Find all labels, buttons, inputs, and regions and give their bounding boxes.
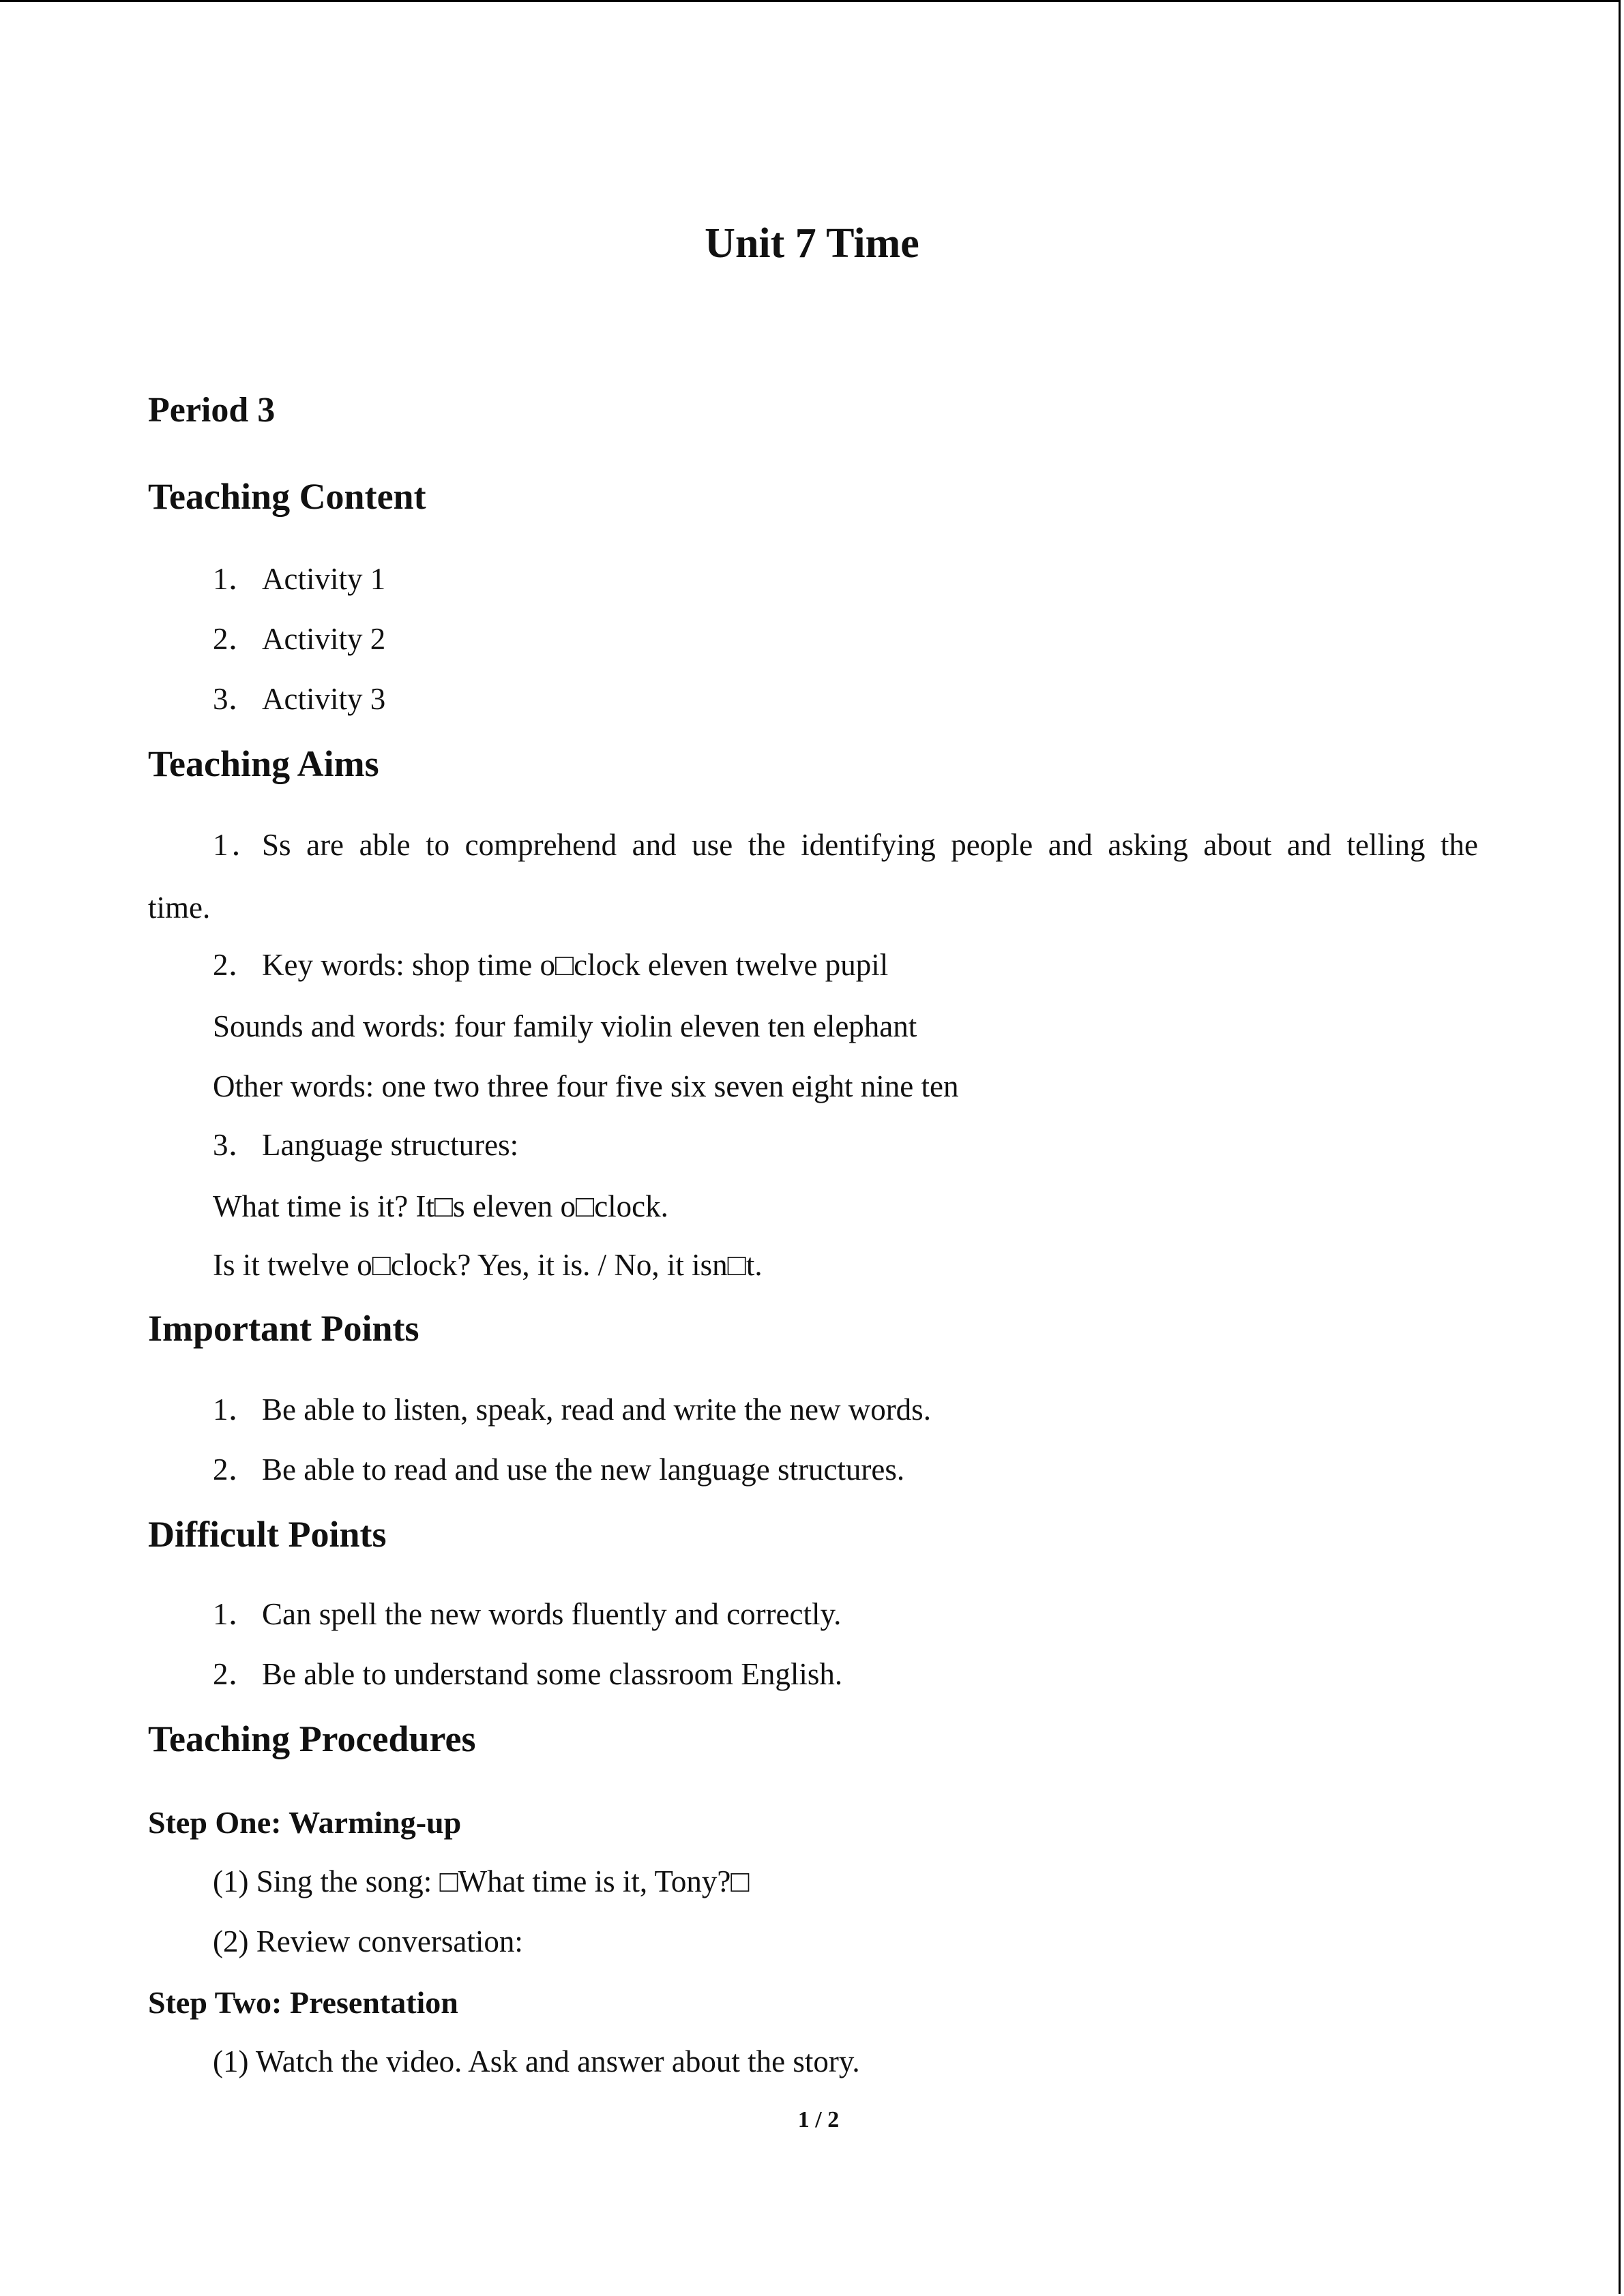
list-number: 2．: [213, 1452, 259, 1487]
list-item: [213, 1654, 842, 1695]
list-number: 1．: [213, 1597, 259, 1631]
list-number: 1．: [213, 1392, 259, 1427]
language-structure-2: Is it twelve o□clock? Yes, it is. / No, it isn□t.: [213, 1248, 763, 1282]
step-one-heading: Step One: Warming-up: [148, 1805, 462, 1840]
teaching-content-heading: Teaching Content: [148, 476, 426, 517]
list-number: 2．: [213, 622, 259, 656]
language-structure-1: What time is it? It□s eleven o□clock.: [213, 1189, 668, 1223]
list-number: 3．: [213, 682, 259, 716]
list-text: Be able to understand some classroom English.: [262, 1657, 843, 1691]
list-number: 2．: [213, 1657, 259, 1691]
step-two-item: (1) Watch the video. Ask and answer about the story.: [213, 2044, 860, 2078]
list-item: [213, 1389, 931, 1430]
list-item: [213, 1594, 841, 1635]
list-number: 3．: [213, 1128, 259, 1162]
list-item: [213, 618, 385, 659]
list-text: Ss are able to comprehend and use the identifying people and asking about and telling the: [262, 828, 1478, 862]
list-item: [213, 1449, 904, 1490]
teaching-procedures-heading: Teaching Procedures: [148, 1718, 476, 1759]
list-text: Key words: shop time o□clock eleven twelve pupil: [262, 948, 889, 982]
list-item: [213, 558, 385, 599]
difficult-points-heading: Difficult Points: [148, 1514, 387, 1555]
important-points-heading: Important Points: [148, 1308, 419, 1349]
list-item: [213, 679, 385, 719]
step-one-item: (2) Review conversation:: [213, 1924, 523, 1958]
step-one-item: (1) Sing the song: □What time is it, Tony?□: [213, 1864, 750, 1898]
period-heading: Period 3: [148, 391, 276, 430]
list-text: Activity 1: [262, 562, 386, 596]
sounds-and-words: Sounds and words: four family violin eleven ten elephant: [213, 1009, 917, 1043]
document-title: Unit 7 Time: [705, 220, 919, 267]
list-text: Activity 3: [262, 682, 386, 716]
list-number: 1．: [213, 828, 262, 862]
aim-1: [213, 824, 1478, 865]
list-text: Be able to listen, speak, read and write the new words.: [262, 1392, 931, 1427]
list-text: Be able to read and use the new language structures.: [262, 1452, 905, 1487]
list-text: Can spell the new words fluently and correctly.: [262, 1597, 842, 1631]
list-text: Activity 2: [262, 622, 386, 656]
other-words: Other words: one two three four five six seven eight nine ten: [213, 1069, 959, 1103]
aim-2: [213, 944, 888, 985]
aim-1-continuation: time.: [148, 891, 211, 925]
page-number: 1 / 2: [797, 2107, 840, 2132]
teaching-aims-heading: Teaching Aims: [148, 743, 379, 784]
aim-3: [213, 1124, 518, 1165]
list-number: 1．: [213, 562, 259, 596]
step-two-heading: Step Two: Presentation: [148, 1985, 458, 2020]
list-number: 2．: [213, 948, 259, 982]
list-text: Language structures:: [262, 1128, 519, 1162]
